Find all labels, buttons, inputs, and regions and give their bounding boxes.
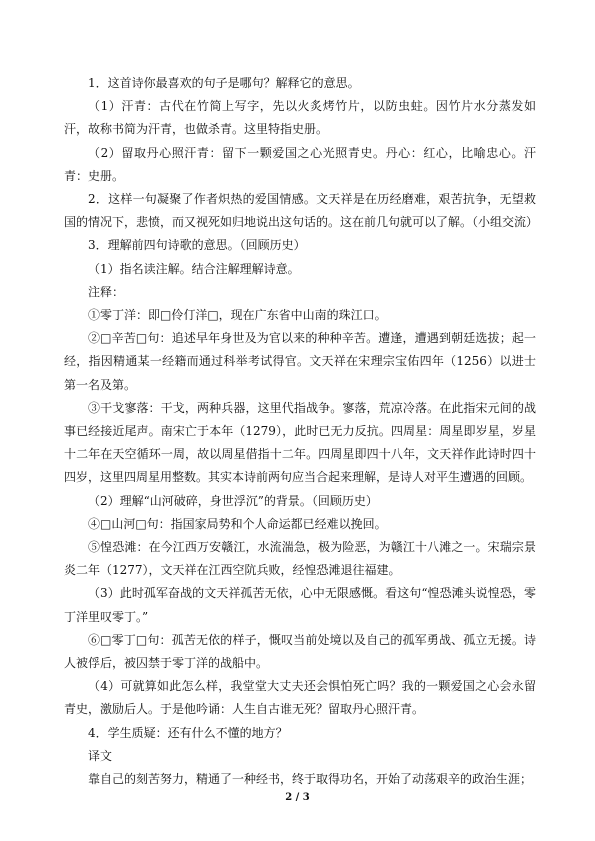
paragraph: （4）可就算如此怎么样，我堂堂大丈夫还会惧怕死亡吗？我的一颗爱国之心会永留青史，激励后人。于是他吟诵：人生自古谁无死？留取丹心照汗青。 bbox=[64, 679, 536, 717]
paragraph: 靠自己的刻苦努力，精通了一种经书，终于取得功名，开始了动荡艰辛的政治生涯； bbox=[88, 772, 533, 787]
paragraph: 2．这样一句凝聚了作者炽热的爱国情感。文天祥是在历经磨难，艰苦抗争，无望救国的情况下，悲愤，而又视死如归地说出这句话的。这在前几句就可以了解。（小组交流） bbox=[64, 192, 539, 230]
paragraph: ④□山河□句：指国家局势和个人命运都已经难以挽回。 bbox=[88, 516, 387, 531]
paragraph: （2）留取丹心照汗青：留下一颗爱国之心光照青史。丹心：红心，比喻忠心。汗青：史册。 bbox=[64, 145, 536, 183]
paragraph: 4．学生质疑：还有什么不懂的地方？ bbox=[88, 725, 288, 740]
document-body bbox=[64, 72, 539, 791]
paragraph: 译文 bbox=[88, 748, 113, 763]
paragraph: ①零丁洋：即□伶仃洋□，现在广东省中山南的珠江口。 bbox=[88, 308, 387, 323]
paragraph: ②□辛苦□句：追述早年身世及为官以来的种种辛苦。遭逢，遭遇到朝廷选拔；起一经，指因精通某一经籍而通过科举考试得官。文天祥在宋理宗宝佑四年（1256）以进士第一名及第。 bbox=[64, 331, 536, 392]
page-number: 2 / 3 bbox=[285, 792, 310, 803]
paragraph: 注释： bbox=[88, 284, 125, 299]
paragraph: ③干戈寥落：干戈，两种兵器，这里代指战争。寥落，荒凉冷落。在此指宋元间的战事已经接近尾声。南宋亡于本年（1279），此时已无力反抗。四周星：周星即岁星，岁星十二年在天空循环一周，故以周星借指十二年。四周星即四十八年，文天祥作此诗时四十四岁，这里四周星用整数。其实本诗前两句应当合起来理解，是诗人对平生遭遇的回顾。 bbox=[64, 400, 536, 485]
paragraph: ⑤惶恐滩：在今江西万安赣江，水流湍急，极为险恶，为赣江十八滩之一。宋瑞宗景炎二年（1277），文天祥在江西空阬兵败，经惶恐滩退往福建。 bbox=[64, 540, 536, 578]
paragraph: （1）汗青：古代在竹简上写字，先以火炙烤竹片，以防虫蛀。因竹片水分蒸发如汗，故称书简为汗青，也做杀青。这里特指史册。 bbox=[64, 99, 536, 137]
paragraph: 3．理解前四句诗歌的意思。（回顾历史） bbox=[88, 238, 306, 253]
paragraph: （3）此时孤军奋战的文天祥孤苦无依，心中无限感慨。看这句“惶恐滩头说惶恐，零丁洋里叹零丁。” bbox=[64, 586, 536, 624]
paragraph: （2）理解“山河破碎，身世浮沉”的背景。（回顾历史） bbox=[88, 493, 378, 508]
paragraph: （1）指名读注解。结合注解理解诗意。 bbox=[88, 261, 300, 276]
paragraph: 1．这首诗你最喜欢的句子是哪句？解释它的意思。 bbox=[88, 76, 360, 90]
paragraph: ⑥□零丁□句：孤苦无依的样子，慨叹当前处境以及自己的孤军勇战、孤立无援。诗人被俘后，被囚禁于零丁洋的战船中。 bbox=[64, 632, 536, 671]
